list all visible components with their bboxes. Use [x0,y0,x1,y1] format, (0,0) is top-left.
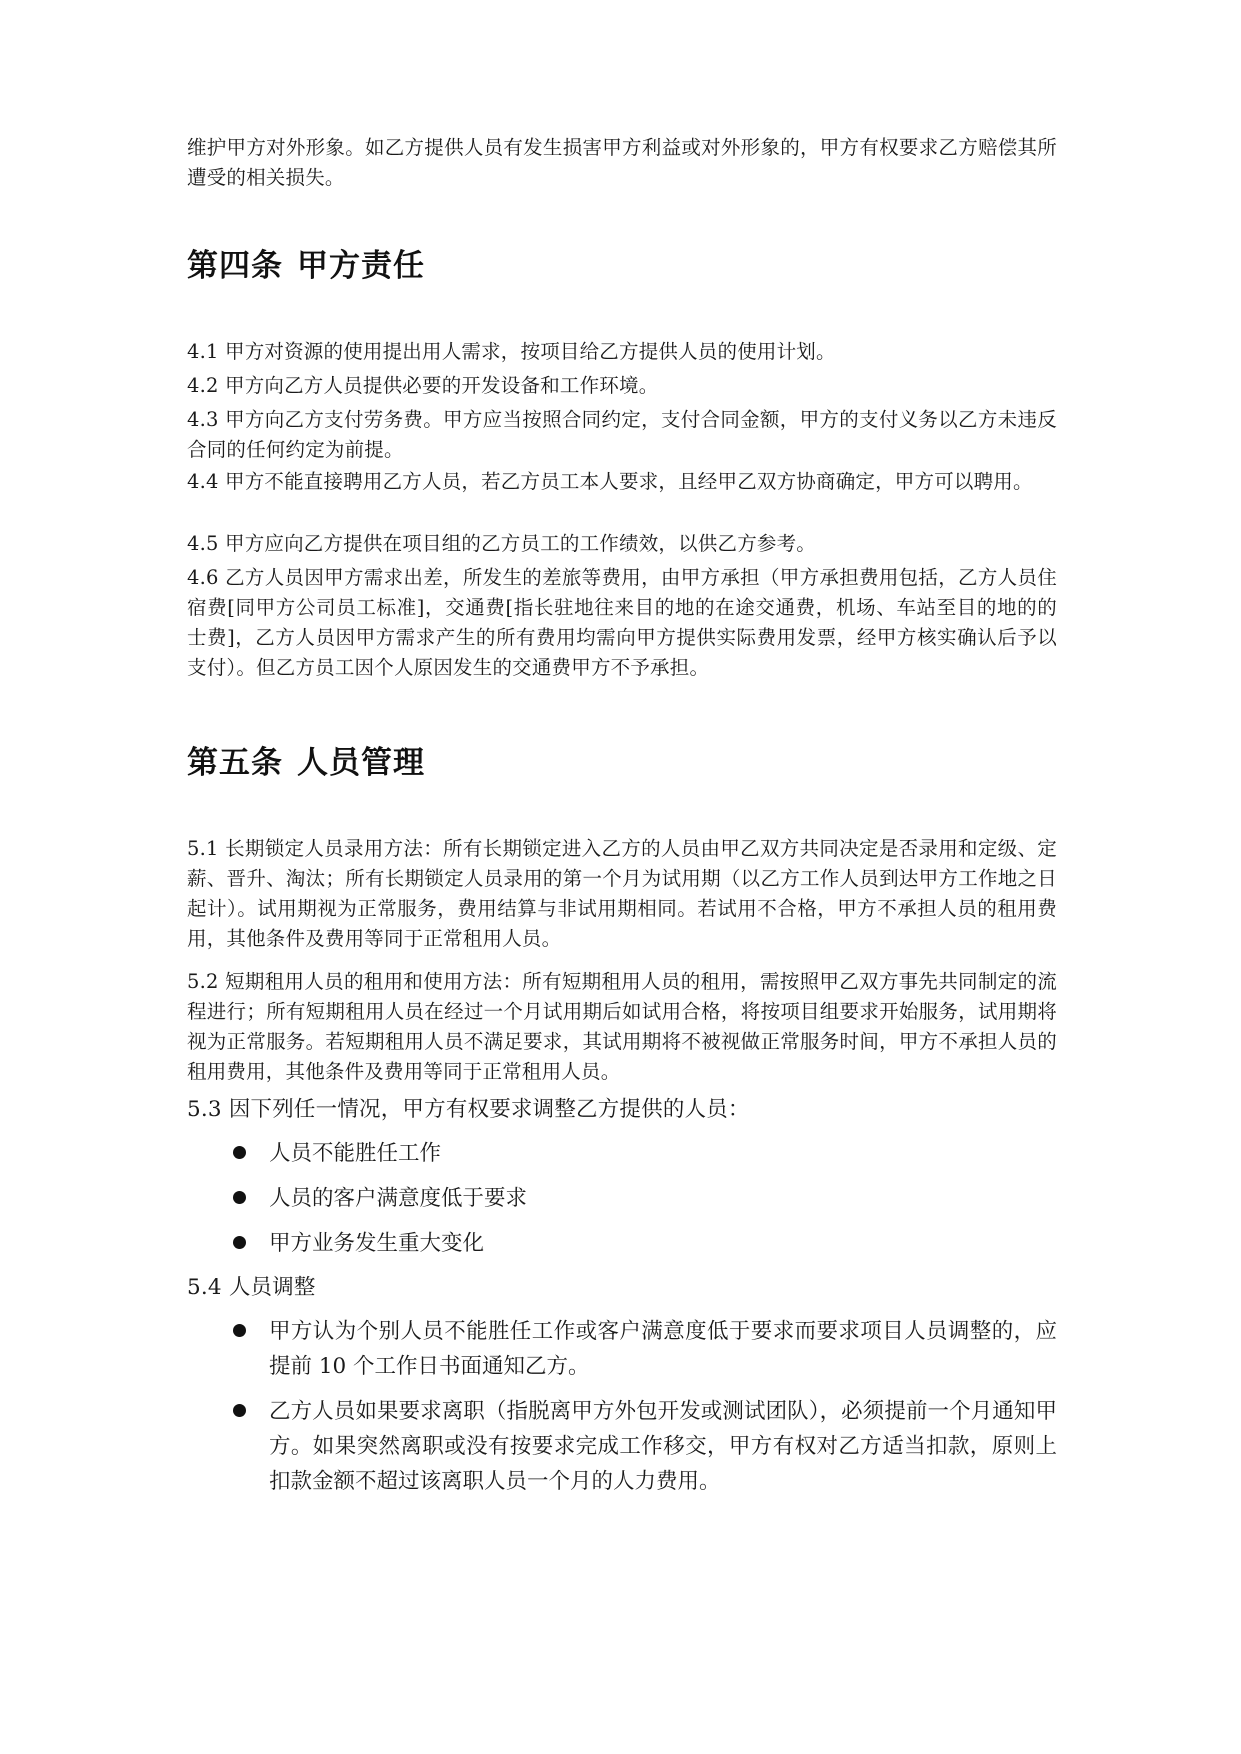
item-4-2: 4.2 甲方向乙方人员提供必要的开发设备和工作环境。 [187,374,659,397]
item-5-2: 5.2 短期租用人员的租用和使用方法：所有短期租用人员的租用，需按照甲乙双方事先共同制定的流程进行；所有短期租用人员在经过一个月试用期后如试用合格，将按项目组要求开始服务，试用期将视为正常服务。若短期租用人员不满足要求，其试用期将不被视做正常服务时间，甲方不承担人员的租用费用，其他条件及费用等同于正常租用人员。 [187,970,1057,1083]
item-5-1: 5.1 长期锁定人员录用方法：所有长期锁定进入乙方的人员由甲乙双方共同决定是否录用和定级、定薪、晋升、淘汰；所有长期锁定人员录用的第一个月为试用期（以乙方工作人员到达甲方工作地之日起计）。试用期视为正常服务，费用结算与非试用期相同。若试用不合格，甲方不承担人员的租用费用，其他条件及费用等同于正常租用人员。 [187,837,1057,950]
bullet-item [230,1226,1057,1261]
section-5-title [187,743,425,783]
bullet-text: 乙方人员如果要求离职（指脱离甲方外包开发或测试团队），必须提前一个月通知甲方。如果突然离职或没有按要求完成工作移交，甲方有权对乙方适当扣款，原则上扣款金额不超过该离职人员一个月的人力费用。 [269,1399,1057,1494]
section-4-number: 第四条 [187,248,283,284]
bullet-text: 甲方业务发生重大变化 [269,1231,485,1256]
bullet-dot-icon [233,1146,246,1159]
bullet-text: 人员的客户满意度低于要求 [269,1186,528,1211]
bullet-item [230,1136,1057,1171]
intro-paragraph: 维护甲方对外形象。如乙方提供人员有发生损害甲方利益或对外形象的，甲方有权要求乙方赔偿其所遭受的相关损失。 [187,136,1057,189]
item-4-6: 4.6 乙方人员因甲方需求出差，所发生的差旅等费用，由甲方承担（甲方承担费用包括，乙方人员住宿费[同甲方公司员工标准]，交通费[指长驻地往来目的地的在途交通费，机场、车站至目的地的的士费]，乙方人员因甲方需求产生的所有费用均需向甲方提供实际费用发票，经甲方核实确认后予以支付）。但乙方员工因个人原因发生的交通费甲方不予承担。 [187,566,1057,679]
item-5-4: 5.4 人员调整 [187,1275,316,1300]
item-4-1: 4.1 甲方对资源的使用提出用人需求，按项目给乙方提供人员的使用计划。 [187,340,836,363]
section-4-title [187,246,425,286]
item-5-3: 5.3 因下列任一情况，甲方有权要求调整乙方提供的人员： [187,1097,750,1122]
section-5-title-text: 人员管理 [297,745,425,781]
item-4-4: 4.4 甲方不能直接聘用乙方人员，若乙方员工本人要求，且经甲乙双方协商确定，甲方可以聘用。 [187,470,1033,493]
section-4-title-text: 甲方责任 [297,248,425,284]
bullet-dot-icon [233,1404,246,1417]
bullet-dot-icon [233,1236,246,1249]
section-5-number: 第五条 [187,745,283,781]
item-4-5: 4.5 甲方应向乙方提供在项目组的乙方员工的工作绩效，以供乙方参考。 [187,532,817,555]
bullet-dot-icon [233,1191,246,1204]
item-4-3: 4.3 甲方向乙方支付劳务费。甲方应当按照合同约定，支付合同金额，甲方的支付义务以乙方未违反合同的任何约定为前提。 [187,408,1057,461]
bullet-text: 人员不能胜任工作 [269,1141,442,1166]
bullet-item [230,1314,1057,1384]
bullet-text: 甲方认为个别人员不能胜任工作或客户满意度低于要求而要求项目人员调整的，应提前 10 个工作日书面通知乙方。 [269,1319,1057,1379]
bullet-item [230,1181,1057,1216]
bullet-item [230,1394,1057,1499]
bullet-dot-icon [233,1324,246,1337]
